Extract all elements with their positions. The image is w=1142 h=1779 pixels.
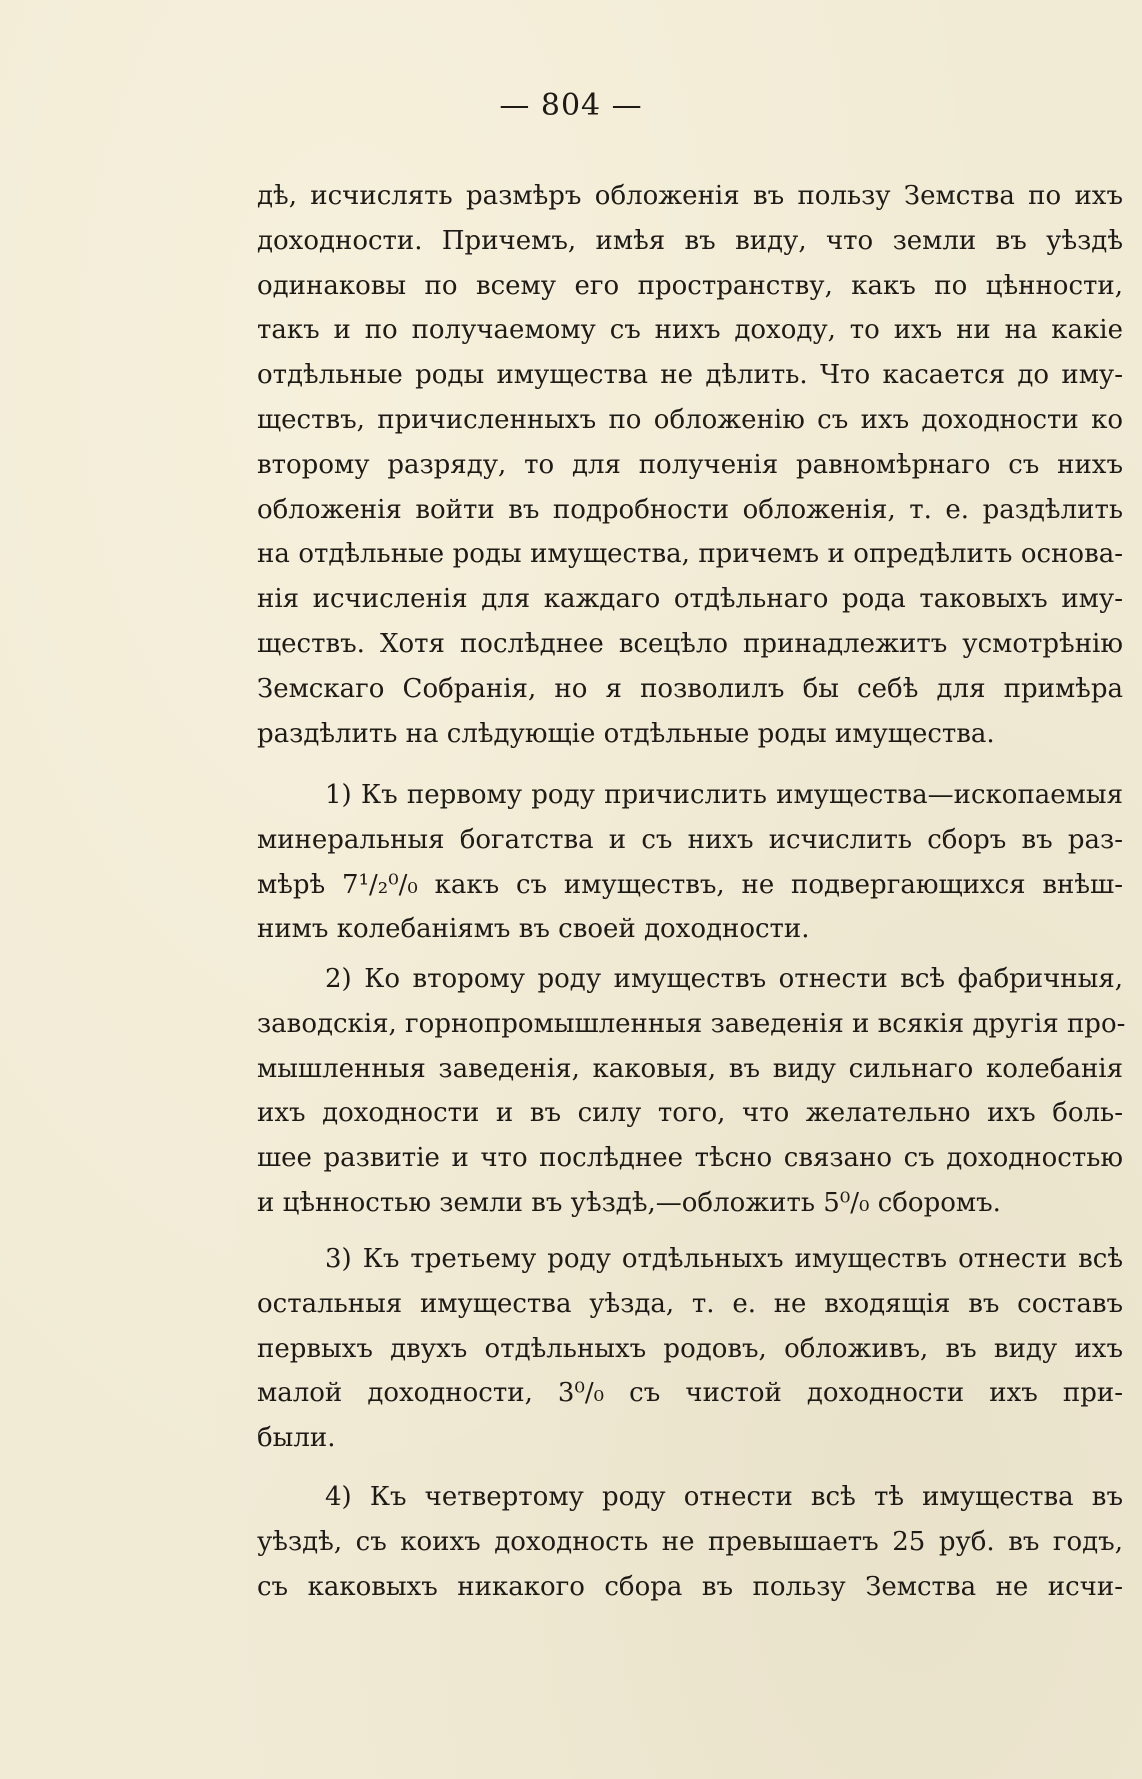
text-line: ихъ доходности и въ силу того, что желательно ихъ боль- [257, 1098, 1123, 1129]
text-line: и цѣнностью земли въ уѣздѣ,—обложить 5⁰/₀ сборомъ. [257, 1187, 1001, 1218]
text-line: Земскаго Собранія, но я позволилъ бы себѣ для примѣра [257, 673, 1123, 704]
intro-paragraph [257, 174, 1123, 756]
text-line: заводскія, горнопромышленныя заведенія и всякія другія про- [257, 1008, 1126, 1039]
text-line: 4) Къ четвертому роду отнести всѣ тѣ имущества въ [325, 1482, 1123, 1512]
text-line: 1) Къ первому роду причислить имущества—ископаемыя [325, 780, 1123, 810]
text-line: на отдѣльные роды имущества, причемъ и опредѣлить основа- [257, 539, 1123, 570]
list-item-3 [257, 1237, 1123, 1461]
text-line: остальныя имущества уѣзда, т. е. не входящія въ составъ [257, 1288, 1123, 1319]
list-item-1 [257, 773, 1123, 952]
text-line: ществъ, причисленныхъ по обложенію съ ихъ доходности ко [257, 404, 1123, 435]
list-item-4 [257, 1475, 1123, 1609]
list-item-2 [257, 957, 1126, 1226]
text-line: одинаковы по всему его пространству, какъ по цѣнности, [257, 270, 1123, 301]
text-line: доходности. Причемъ, имѣя въ виду, что земли въ уѣздѣ [257, 225, 1123, 256]
text-line: были. [257, 1423, 336, 1454]
text-line: 3) Къ третьему роду отдѣльныхъ имуществъ отнести всѣ [325, 1244, 1123, 1274]
text-line: такъ и по получаемому съ нихъ доходу, то ихъ ни на какіе [257, 315, 1123, 346]
text-line: раздѣлить на слѣдующіе отдѣльные роды имущества. [257, 718, 995, 749]
text-line: ществъ. Хотя послѣднее всецѣло принадлежитъ усмотрѣнію [257, 628, 1123, 659]
text-line: второму разряду, то для полученія равномѣрнаго съ нихъ [257, 449, 1123, 480]
text-line: мышленныя заведенія, каковыя, въ виду сильнаго колебанія [257, 1053, 1123, 1084]
text-line: съ каковыхъ никакого сбора въ пользу Земства не исчи- [257, 1571, 1123, 1602]
text-line: дѣ, исчислять размѣръ обложенія въ пользу Земства по ихъ [257, 181, 1123, 211]
text-line: нія исчисленія для каждаго отдѣльнаго рода таковыхъ иму- [257, 584, 1123, 615]
text-line: мѣрѣ 7¹/₂⁰/₀ какъ съ имуществъ, не подвергающихся внѣш- [257, 869, 1123, 900]
text-line: нимъ колебаніямъ въ своей доходности. [257, 914, 810, 945]
text-line: малой доходности, 3⁰/₀ съ чистой доходности ихъ при- [257, 1378, 1123, 1409]
text-line: отдѣльные роды имущества не дѣлить. Что касается до иму- [257, 360, 1123, 391]
page-number: — 804 — [499, 88, 643, 123]
text-line: минеральныя богатства и съ нихъ исчислить сборъ въ раз- [257, 824, 1123, 855]
text-line: первыхъ двухъ отдѣльныхъ родовъ, обложивъ, въ виду ихъ [257, 1333, 1123, 1364]
text-line: уѣздѣ, съ коихъ доходность не превышаетъ 25 руб. въ годъ, [257, 1526, 1123, 1557]
text-line: шее развитіе и что послѣднее тѣсно связано съ доходностью [257, 1143, 1123, 1174]
text-line: обложенія войти въ подробности обложенія, т. е. раздѣлить [257, 494, 1123, 525]
text-line: 2) Ко второму роду имуществъ отнести всѣ фабричныя, [325, 964, 1123, 994]
